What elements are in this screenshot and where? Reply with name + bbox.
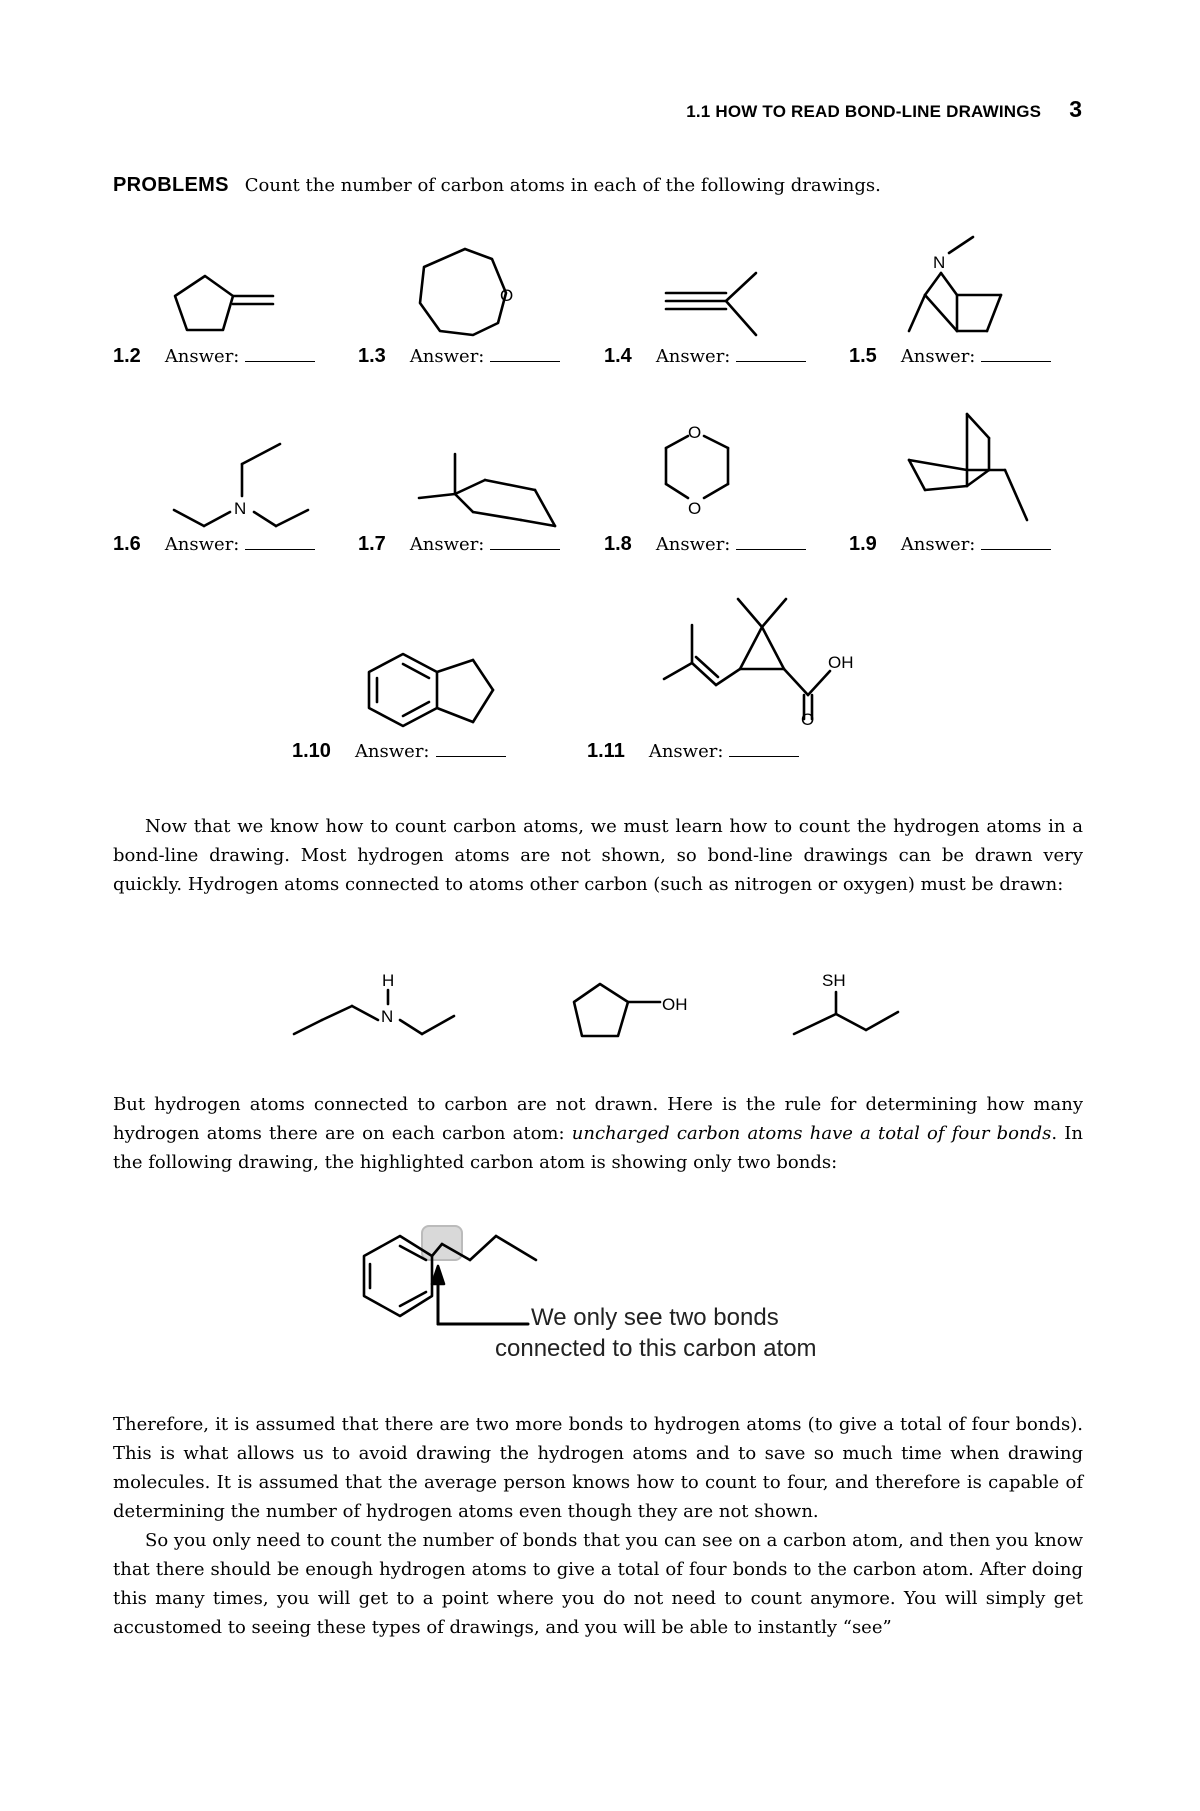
- problems-heading: PROBLEMS: [113, 174, 229, 196]
- running-title: 1.1 HOW TO READ BOND-LINE DRAWINGS: [686, 102, 1042, 121]
- molecule-1-9: [905, 410, 1035, 530]
- answer-blank[interactable]: [729, 756, 799, 757]
- body-paragraph-2: But hydrogen atoms connected to carbon are not drawn. Here is the rule for determining how many hydrogen atoms there are on each carbon atom: uncharged carbon atoms have a total of four bonds. In the following drawing, the highlighted carbon atom is showing only two bonds:: [113, 1094, 1083, 1173]
- problem-1-3-label: 1.3 Answer:: [358, 345, 560, 368]
- problem-1-6-label: 1.6 Answer:: [113, 533, 315, 556]
- body-paragraph-3: Therefore, it is assumed that there are two more bonds to hydrogen atoms (to give a total of four bonds). This is what allows us to avoid drawing the hydrogen atoms and to save so much time when drawing molecules. It is assumed that the average person knows how to count to four, and therefore is capable of determining the number of hydrogen atoms even though they are not shown. So you only need to count the number of bonds that you can see on a carbon atom, and then you know that there should be enough hydrogen atoms to give a total of four bonds to the carbon atom. After doing this many times, you will get to a point where you do not need to count anymore. You will simply get accustomed to seeing these types of drawings, and you will be able to instantly “see”: [113, 1410, 1083, 1642]
- atom-label: H: [382, 971, 395, 990]
- answer-blank[interactable]: [245, 361, 315, 362]
- answer-blank[interactable]: [490, 549, 560, 550]
- rule-emphasis: uncharged carbon atoms have a total of four bonds: [571, 1123, 1052, 1144]
- atom-label: O: [688, 499, 702, 518]
- problem-1-11-label: 1.11 Answer:: [587, 740, 799, 763]
- atom-label: N: [933, 253, 946, 272]
- problem-1-2-label: 1.2 Answer:: [113, 345, 315, 368]
- atom-label: OH: [828, 653, 854, 672]
- example-cyclopentanol: [570, 980, 690, 1060]
- answer-blank[interactable]: [736, 549, 806, 550]
- example-thiol: [790, 968, 910, 1048]
- problem-1-9-label: 1.9 Answer:: [849, 533, 1051, 556]
- molecule-1-11: [660, 595, 900, 735]
- problem-1-7-label: 1.7 Answer:: [358, 533, 560, 556]
- atom-label: O: [500, 286, 514, 305]
- page-number: 3: [1069, 96, 1082, 122]
- molecule-1-8: [660, 420, 750, 530]
- atom-label: O: [688, 423, 702, 442]
- problem-1-8-label: 1.8 Answer:: [604, 533, 806, 556]
- example-amine: [290, 968, 470, 1048]
- molecule-1-2: [165, 268, 285, 348]
- molecule-1-10: [365, 650, 505, 750]
- problem-1-10-label: 1.10 Answer:: [292, 740, 506, 763]
- atom-label: OH: [662, 995, 688, 1014]
- molecule-1-5: [905, 235, 1025, 345]
- answer-blank[interactable]: [245, 549, 315, 550]
- body-paragraph-4: So you only need to count the number of bonds that you can see on a carbon atom, and then you know that there should be enough hydrogen atoms to give a total of four bonds to the carbon atom. After doing this many times, you will get to a point where you do not need to count anymore. You will simply get accustomed to seeing these types of drawings, and you will be able to instantly “see”: [113, 1530, 1083, 1638]
- callout-text: We only see two bonds connected to this carbon atom: [495, 1304, 817, 1362]
- running-header: [686, 96, 1082, 123]
- answer-blank[interactable]: [981, 361, 1051, 362]
- problems-instruction: Count the number of carbon atoms in each of the following drawings.: [244, 175, 881, 196]
- answer-blank[interactable]: [736, 361, 806, 362]
- molecule-1-6: [170, 440, 320, 540]
- atom-label: O: [801, 710, 815, 729]
- atom-label: SH: [822, 971, 846, 990]
- problems-instruction-line: [113, 174, 881, 197]
- atom-label: N: [381, 1007, 394, 1026]
- molecule-1-4: [660, 265, 770, 345]
- answer-blank[interactable]: [436, 756, 506, 757]
- molecule-1-3: [410, 245, 520, 345]
- answer-blank[interactable]: [981, 549, 1051, 550]
- answer-blank[interactable]: [490, 361, 560, 362]
- molecule-1-7: [415, 450, 555, 540]
- problem-1-4-label: 1.4 Answer:: [604, 345, 806, 368]
- atom-label: N: [234, 499, 247, 518]
- problem-1-5-label: 1.5 Answer:: [849, 345, 1051, 368]
- body-paragraph-1: Now that we know how to count carbon atoms, we must learn how to count the hydrogen atoms in a bond-line drawing. Most hydrogen atoms are not shown, so bond-line drawings can be drawn very quickly. Hydrogen atoms connected to atoms other carbon (such as nitrogen or oxygen) must be drawn:: [113, 816, 1083, 895]
